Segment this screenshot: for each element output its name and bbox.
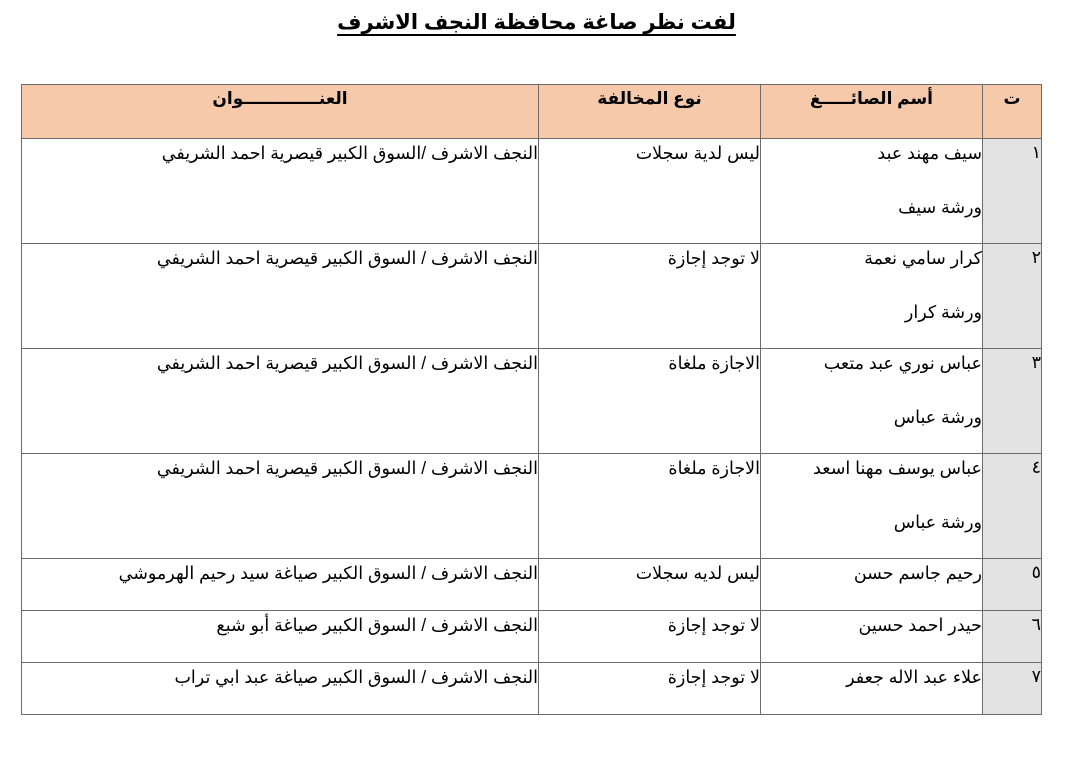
row-number: ٢ (983, 244, 1042, 349)
jeweler-name: سيف مهند عبد (877, 143, 982, 163)
table-row (22, 349, 1042, 454)
violation-type: لا توجد إجازة (539, 611, 761, 663)
jeweler-name-cell (761, 349, 983, 454)
violation-type: لا توجد إجازة (539, 663, 761, 715)
table-row (22, 559, 1042, 611)
page-title-text: لفت نظر صاغة محافظة النجف الاشرف (337, 11, 736, 34)
row-number: ٥ (983, 559, 1042, 611)
address: النجف الاشرف / السوق الكبير قيصرية احمد الشريفي (22, 349, 539, 454)
workshop-name: ورشة سيف (898, 197, 982, 217)
violation-type: لا توجد إجازة (539, 244, 761, 349)
address: النجف الاشرف / السوق الكبير صياغة سيد رحيم الهرموشي (22, 559, 539, 611)
address: النجف الاشرف /السوق الكبير قيصرية احمد الشريفي (22, 139, 539, 244)
jeweler-name-cell (761, 454, 983, 559)
address: النجف الاشرف / السوق الكبير صياغة أبو شبع (22, 611, 539, 663)
violation-type: الاجازة ملغاة (539, 454, 761, 559)
workshop-name: ورشة عباس (893, 407, 982, 427)
header-name: أسم الصائـــــغ (761, 85, 983, 139)
jeweler-name: عباس نوري عبد متعب (823, 353, 982, 373)
page-title (0, 8, 1073, 38)
header-violation: نوع المخالفة (539, 85, 761, 139)
table-row (22, 139, 1042, 244)
workshop-name: ورشة كرار (904, 302, 982, 322)
violation-type: الاجازة ملغاة (539, 349, 761, 454)
violations-table (21, 84, 1042, 715)
header-address: العنـــــــــــــوان (22, 85, 539, 139)
row-number: ١ (983, 139, 1042, 244)
jeweler-name: رحيم جاسم حسن (761, 559, 983, 611)
jeweler-name: كرار سامي نعمة (864, 248, 982, 268)
address: النجف الاشرف / السوق الكبير قيصرية احمد الشريفي (22, 244, 539, 349)
jeweler-name-cell (761, 244, 983, 349)
jeweler-name: حيدر احمد حسين (761, 611, 983, 663)
violation-type: ليس لدية سجلات (539, 139, 761, 244)
table-header-row (22, 85, 1042, 139)
violation-type: ليس لديه سجلات (539, 559, 761, 611)
header-number: ت (983, 85, 1042, 139)
row-number: ٤ (983, 454, 1042, 559)
table-row (22, 663, 1042, 715)
jeweler-name: علاء عبد الاله جعفر (761, 663, 983, 715)
workshop-name: ورشة عباس (893, 512, 982, 532)
row-number: ٧ (983, 663, 1042, 715)
jeweler-name-cell (761, 139, 983, 244)
row-number: ٦ (983, 611, 1042, 663)
address: النجف الاشرف / السوق الكبير صياغة عبد ابي تراب (22, 663, 539, 715)
table-row (22, 454, 1042, 559)
address: النجف الاشرف / السوق الكبير قيصرية احمد الشريفي (22, 454, 539, 559)
table-row (22, 611, 1042, 663)
row-number: ٣ (983, 349, 1042, 454)
jeweler-name: عباس يوسف مهنا اسعد (813, 458, 982, 478)
table-row (22, 244, 1042, 349)
